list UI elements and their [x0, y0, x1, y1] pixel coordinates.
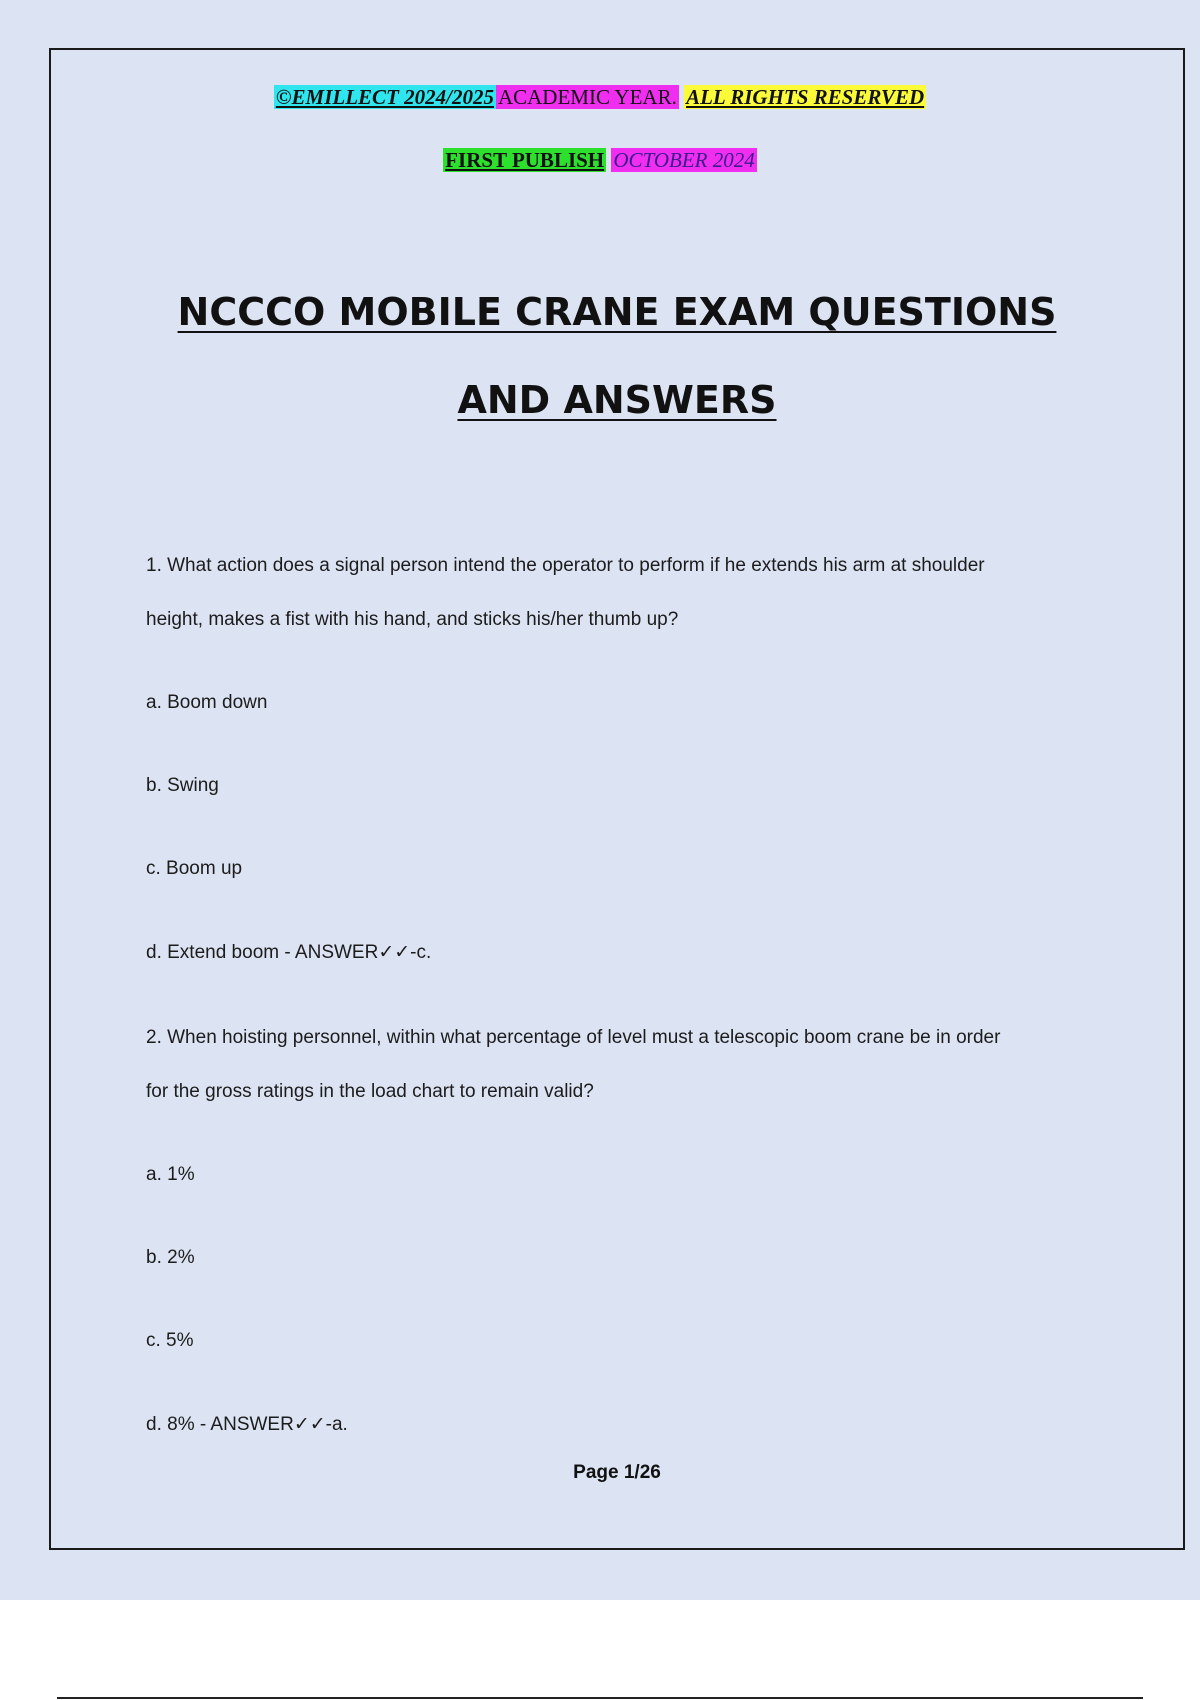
publish-header	[0, 147, 1200, 173]
page-number: Page 1/26	[573, 1462, 661, 1483]
question-1-stem-line-1: 1. What action does a signal person intend the operator to perform if he extends his arm at shoulder	[146, 555, 985, 576]
page-border	[49, 48, 1185, 1550]
academic-year-label: ACADEMIC YEAR.	[497, 85, 677, 109]
document-title-line-2: AND ANSWERS	[457, 378, 777, 422]
question-1-option-c: c. Boom up	[146, 858, 243, 879]
question-2-option-a: a. 1%	[146, 1164, 195, 1185]
question-1-option-b: b. Swing	[146, 775, 219, 796]
question-2-option-d-answer: d. 8% - ANSWER✓✓-a.	[146, 1414, 348, 1435]
question-2-option-b: b. 2%	[146, 1247, 195, 1268]
publish-date-label: OCTOBER 2024	[613, 148, 755, 172]
copyright-header	[0, 84, 1200, 110]
question-2-stem-line-1: 2. When hoisting personnel, within what percentage of level must a telescopic boom crane be in order	[146, 1027, 1001, 1048]
rights-label: ALL RIGHTS RESERVED	[686, 85, 925, 109]
question-2-option-c: c. 5%	[146, 1330, 194, 1351]
question-1-option-a: a. Boom down	[146, 692, 268, 713]
first-publish-label: FIRST PUBLISH	[445, 148, 605, 172]
copyright-label: ©EMILLECT 2024/2025	[275, 85, 494, 109]
question-1-option-d-answer: d. Extend boom - ANSWER✓✓-c.	[146, 942, 432, 963]
next-page-top-border	[57, 1697, 1143, 1699]
document-title-line-1: NCCCO MOBILE CRANE EXAM QUESTIONS	[177, 290, 1057, 334]
question-2-stem-line-2: for the gross ratings in the load chart to remain valid?	[146, 1081, 594, 1102]
question-1-stem-line-2: height, makes a fist with his hand, and sticks his/her thumb up?	[146, 609, 679, 630]
